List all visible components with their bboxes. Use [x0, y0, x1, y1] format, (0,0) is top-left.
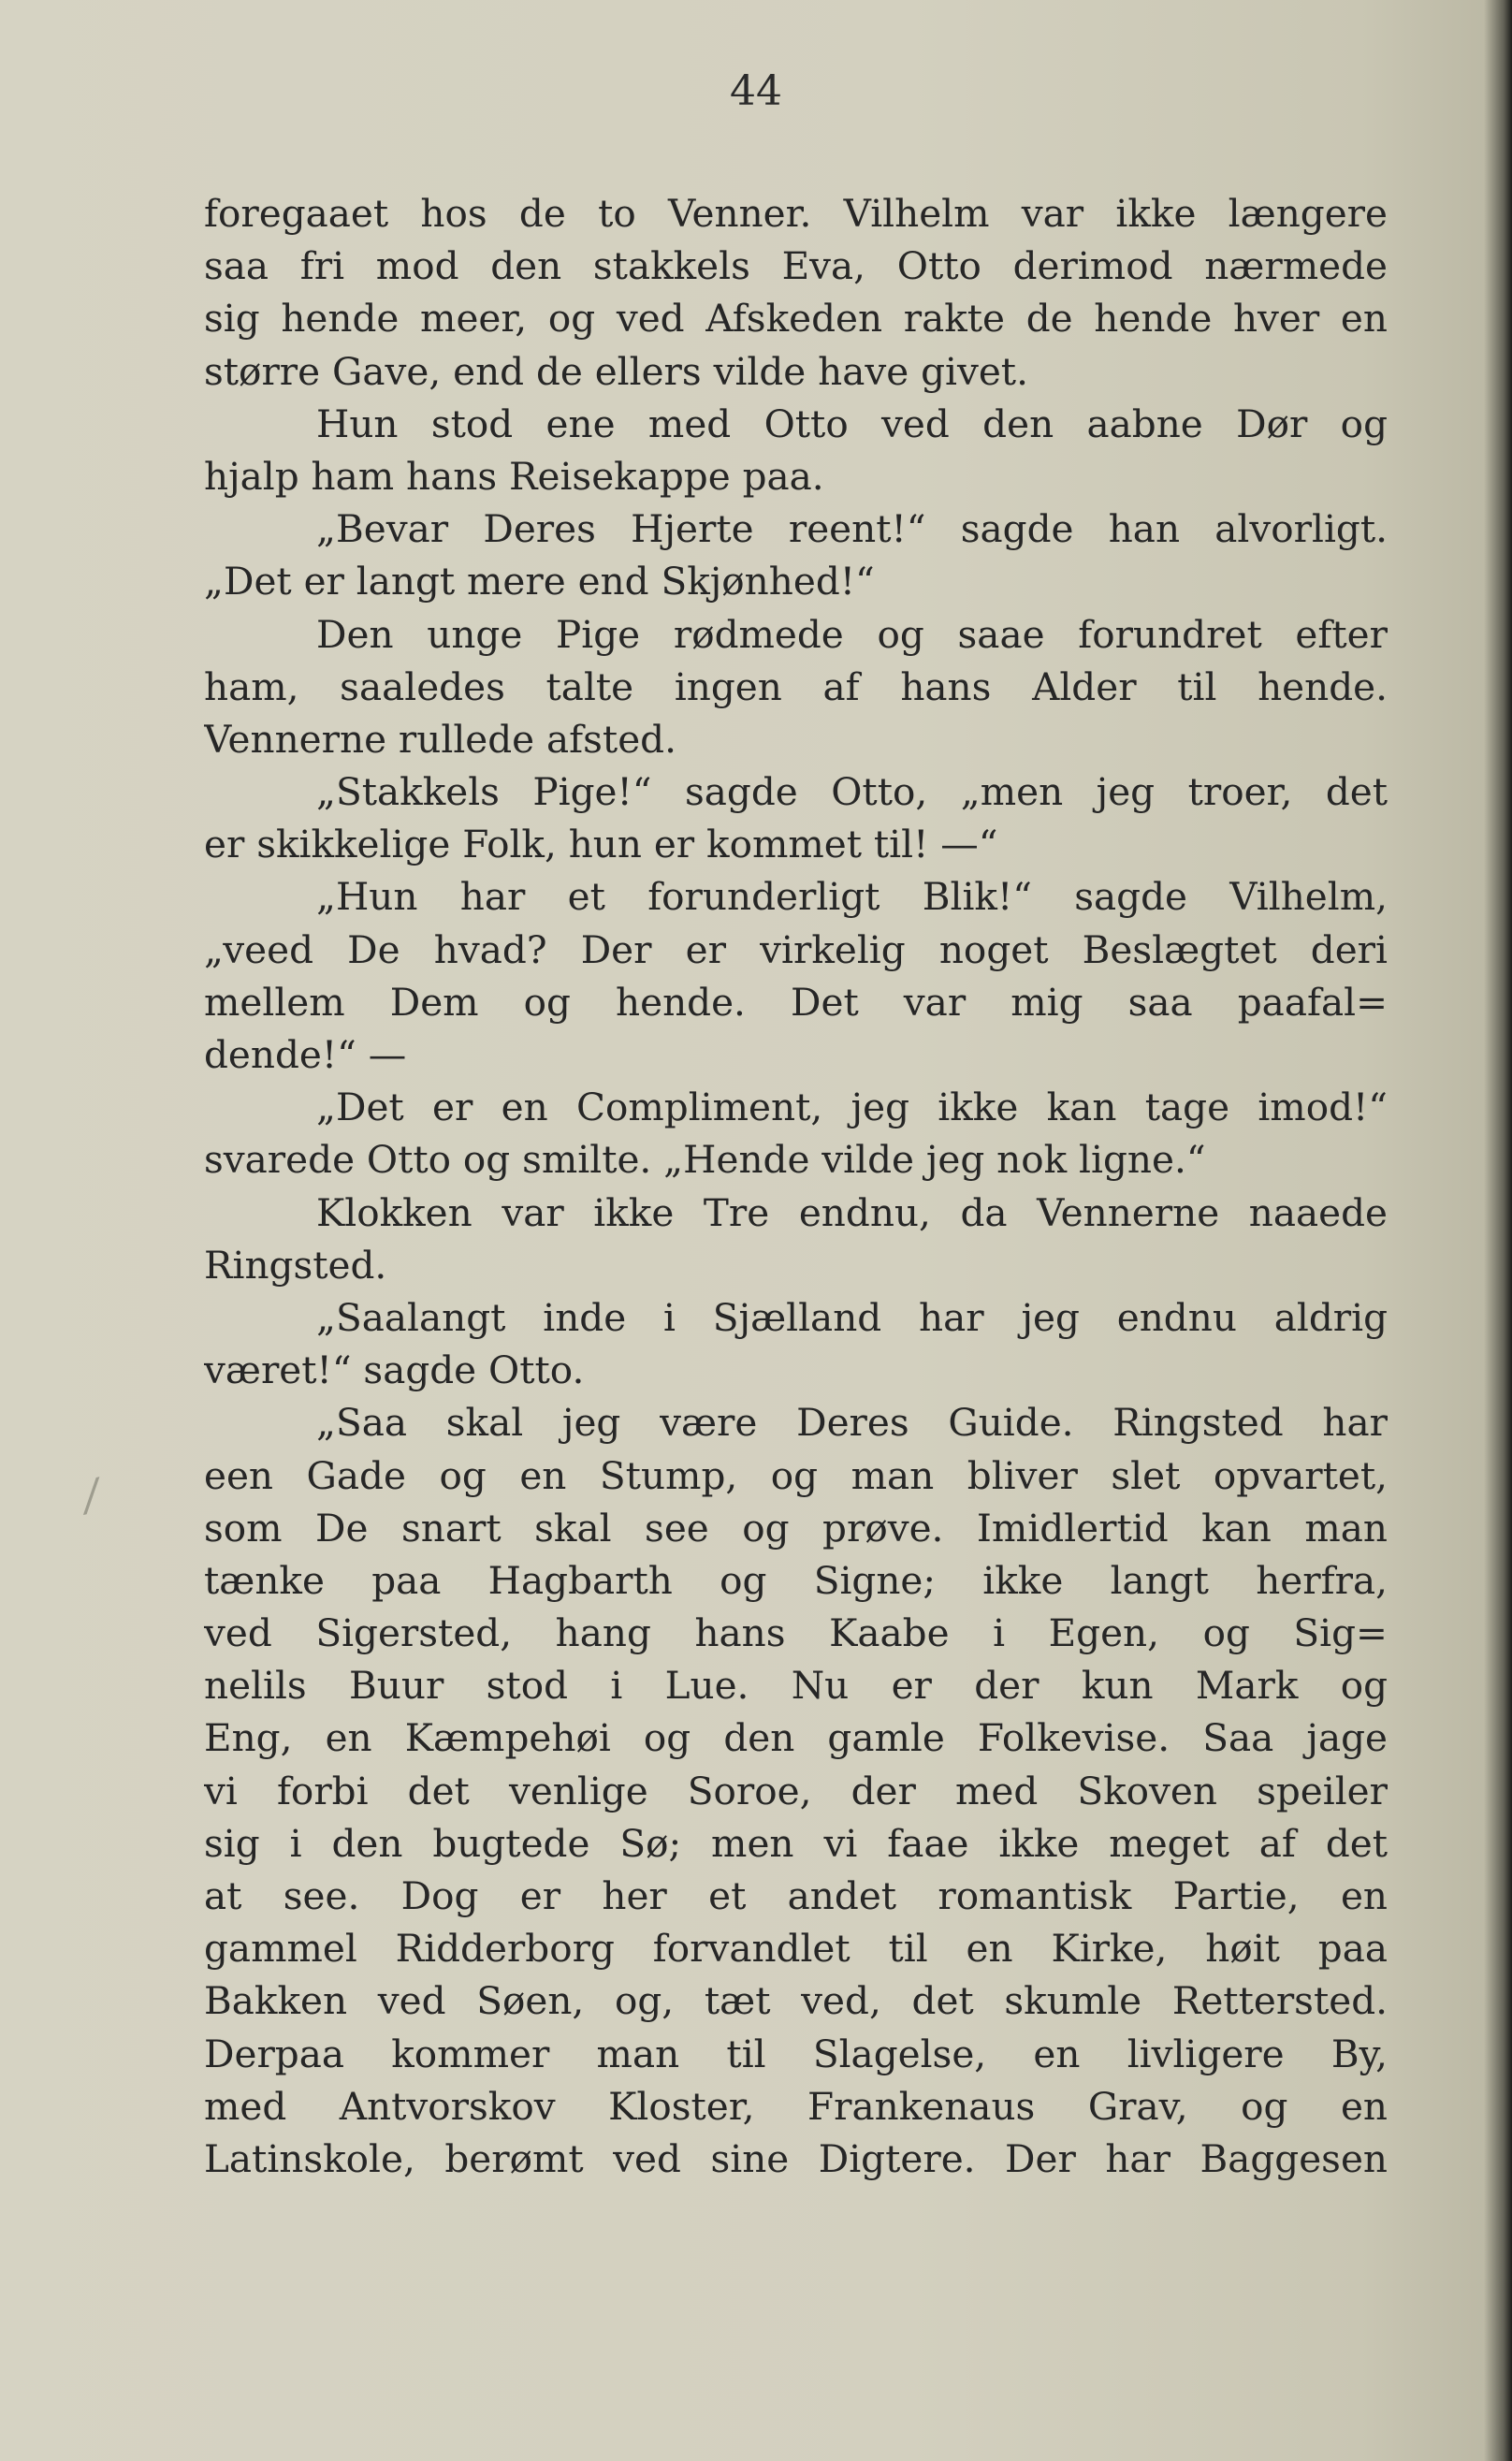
text-line: „veed De hvad? Der er virkelig noget Beslægtet deri [204, 926, 1388, 972]
text-line: ved Sigersted, hang hans Kaabe i Egen, og Sig= [204, 1610, 1388, 1656]
text-line: „Saalangt inde i Sjælland har jeg endnu aldrig [316, 1294, 1388, 1340]
text-line: som De snart skal see og prøve. Imidlertid kan man [204, 1505, 1388, 1551]
text-line: Klokken var ikke Tre endnu, da Vennerne naaede [316, 1189, 1388, 1235]
text-line: sig i den bugtede Sø; men vi faae ikke meget af det [204, 1820, 1388, 1866]
text-line: med Antvorskov Kloster, Frankenaus Grav, og en [204, 2083, 1388, 2129]
body-text [204, 187, 1388, 2185]
text-line: Den unge Pige rødmede og saae forundret efter [316, 611, 1388, 657]
text-line: ham, saaledes talte ingen af hans Alder til hende. [204, 663, 1388, 709]
text-line: gammel Ridderborg forvandlet til en Kirke, høit paa [204, 1926, 1388, 1972]
text-line: tænke paa Hagbarth og Signe; ikke langt herfra, [204, 1557, 1388, 1603]
text-line: at see. Dog er her et andet romantisk Partie, en [204, 1873, 1388, 1918]
text-line: saa fri mod den stakkels Eva, Otto derimod nærmede [204, 243, 1388, 289]
text-line: større Gave, end de ellers vilde have givet. [204, 348, 1028, 394]
text-line: været!“ sagde Otto. [204, 1347, 585, 1393]
text-line: Derpaa kommer man til Slagelse, en livligere By, [204, 2031, 1388, 2076]
text-line: vi forbi det venlige Soroe, der med Skoven speiler [204, 1768, 1388, 1813]
text-line: Bakken ved Søen, og, tæt ved, det skumle Rettersted. [204, 1978, 1388, 2024]
text-line: „Saa skal jeg være Deres Guide. Ringsted har [316, 1400, 1388, 1446]
text-line: Latinskole, berømt ved sine Digtere. Der har Baggesen [204, 2135, 1388, 2181]
text-line: „Stakkels Pige!“ sagde Otto, „men jeg troer, det [316, 769, 1388, 815]
page-edge-shadow [1484, 0, 1512, 2461]
text-line: dende!“ — [204, 1032, 407, 1077]
text-line: Eng, en Kæmpehøi og den gamle Folkevise. Saa jage [204, 1715, 1388, 1761]
text-line: nelils Buur stod i Lue. Nu er der kun Mark og [204, 1663, 1388, 1709]
text-line: hjalp ham hans Reisekappe paa. [204, 453, 824, 499]
text-line: „Bevar Deres Hjerte reent!“ sagde han alvorligt. [316, 506, 1388, 552]
text-line: svarede Otto og smilte. „Hende vilde jeg nok ligne.“ [204, 1137, 1206, 1183]
text-line: Ringsted. [204, 1242, 387, 1288]
text-line: Hun stod ene med Otto ved den aabne Dør og [316, 400, 1388, 446]
text-line: Vennerne rullede afsted. [204, 716, 676, 762]
text-line: „Det er langt mere end Skjønhed!“ [204, 559, 875, 604]
text-line: foregaaet hos de to Venner. Vilhelm var ikke længere [204, 191, 1388, 236]
text-line: „Det er en Compliment, jeg ikke kan tage imod!“ [316, 1085, 1388, 1130]
text-line: sig hende meer, og ved Afskeden rakte de hende hver en [204, 296, 1388, 342]
pencil-margin-mark: ⁄ [82, 1470, 101, 1524]
text-line: mellem Dem og hende. Det var mig saa paafal= [204, 979, 1388, 1025]
text-line: een Gade og en Stump, og man bliver slet opvartet, [204, 1452, 1388, 1498]
text-line: „Hun har et forunderligt Blik!“ sagde Vilhelm, [316, 874, 1388, 920]
page-number: 44 [730, 67, 782, 115]
text-line: er skikkelige Folk, hun er kommet til! —“ [204, 822, 998, 867]
